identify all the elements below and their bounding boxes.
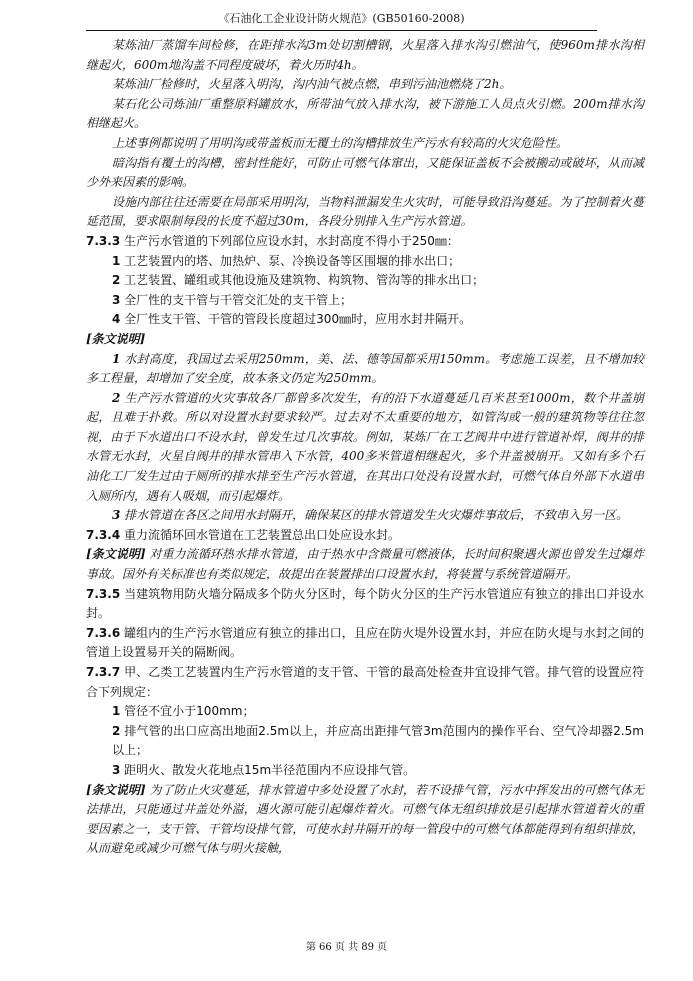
paragraph-text: 生产污水管道的下列部位应设水封，水封高度不得小于250㎜： (120, 233, 459, 248)
paragraph-text: 工艺装置内的塔、加热炉、泵、冷换设备等区围堰的排水出口； (120, 253, 461, 268)
clause-number: 3 (112, 508, 121, 523)
clause-number: 1 (112, 351, 121, 366)
paragraph-text: 某炼油厂蒸馏车间检修，在距排水沟3m处切割槽钢，火星落入排水沟引燃油气，使960m排水沟相继起火，600m地沟盖不同程度破坏，着火历时4h。 (86, 38, 644, 72)
paragraph-text: 距明火、散发火花地点15m半径范围内不应设排气管。 (120, 762, 416, 777)
paragraph-text: 排气管的出口应高出地面2.5m以上，并应高出距排气管3m范围内的操作平台、空气冷却器2.5m以上； (112, 723, 644, 758)
paragraph (86, 781, 644, 859)
clause-number: 7.3.4 (86, 527, 121, 542)
clause-number: 4 (112, 312, 121, 327)
clause-number: 7.3.7 (86, 665, 121, 679)
paragraph (86, 95, 644, 134)
clause-number: 2 (112, 390, 121, 405)
paragraph (86, 350, 644, 389)
paragraph-text: 管径不宜小于100mm； (120, 704, 255, 719)
paragraph (86, 291, 644, 311)
paragraph (86, 389, 644, 507)
paragraph-text: 对重力流循环热水排水管道，由于热水中含微量可燃液体，长时间积聚遇火源也曾发生过爆炸事故。国外有关标准也有类似规定，故提出在装置排出口设置水封，将装置与系统管道隔开。 (86, 547, 644, 582)
paragraph (86, 585, 644, 624)
paragraph-text: 排水管道在各区之间用水封隔开，确保某区的排水管道发生火灾爆炸事故后，不致串入另一区。 (120, 508, 629, 523)
clause-number: 3 (112, 762, 121, 777)
paragraph (86, 722, 644, 761)
paragraph-text: 暗沟指有覆土的沟槽，密封性能好，可防止可燃气体窜出，又能保证盖板不会被搬动或破坏，从而减少外来因素的影响。 (86, 155, 644, 190)
paragraph (86, 761, 644, 781)
paragraph (86, 702, 644, 722)
paragraph-text: 罐组内的生产污水管道应有独立的排出口，且应在防火堤外设置水封，并应在防火堤与水封之间的管道上设置易开关的隔断阀。 (86, 625, 644, 660)
header-title: 《石油化工企业设计防火规范》(GB50160-2008) (218, 12, 465, 25)
paragraph (86, 330, 644, 350)
paragraph-text: 全厂性支干管、干管的管段长度超过300㎜时，应用水封井隔开。 (120, 312, 472, 327)
page-header (86, 8, 597, 31)
clause-number: 3 (112, 292, 121, 307)
clause-number: 7.3.5 (86, 586, 121, 601)
paragraph-text: 某石化公司炼油厂重整原料罐放水，所带油气放入排水沟，被下游施工人员点火引燃。200m排水沟相继起火。 (86, 96, 644, 131)
paragraph (86, 134, 644, 154)
clause-note-label: [条文说明] (86, 331, 146, 346)
page-number: 第 66 页 共 89 页 (305, 942, 388, 953)
paragraph (86, 193, 644, 232)
document-body (86, 36, 644, 859)
page-footer (0, 938, 693, 953)
paragraph-text: 水封高度，我国过去采用250mm，美、法、德等国都采用150mm。考虑施工误差，且不增加较多工程量，却增加了安全度，故本条文仍定为250mm。 (86, 351, 644, 386)
paragraph (86, 506, 644, 526)
clause-number: 2 (112, 273, 121, 288)
paragraph-text: 工艺装置、罐组或其他设施及建筑物、构筑物、管沟等的排水出口； (120, 273, 485, 288)
paragraph-text: 全厂性的支干管与干管交汇处的支干管上； (120, 292, 353, 307)
clause-number: 1 (112, 704, 121, 719)
clause-note-label: [条文说明] (86, 547, 146, 562)
paragraph-text: 重力流循环回水管道在工艺装置总出口处应设水封。 (120, 527, 400, 542)
paragraph (86, 36, 644, 75)
clause-number: 1 (112, 253, 121, 268)
clause-number: 2 (112, 723, 121, 738)
paragraph (86, 545, 644, 584)
paragraph (86, 271, 644, 291)
clause-note-label: [条文说明] (86, 782, 146, 797)
paragraph-text: 某炼油厂检修时，火星落入明沟，沟内油气被点燃，串到污油池燃烧了2h。 (112, 77, 512, 92)
paragraph-text: 上述事例都说明了用明沟或带盖板而无覆土的沟槽排放生产污水有较高的火灾危险性。 (112, 135, 569, 150)
clause-number: 7.3.6 (86, 625, 121, 640)
paragraph-text: 设施内部往往还需要在局部采用明沟，当物料泄漏发生火灾时，可能导致沿沟蔓延。为了控制着火蔓延范围，要求限制每段的长度不超过30m，各段分别排入生产污水管道。 (86, 194, 644, 229)
paragraph-text: 当建筑物用防火墙分隔成多个防火分区时，每个防火分区的生产污水管道应有独立的排出口并设水封。 (86, 586, 644, 621)
paragraph (86, 526, 644, 546)
paragraph (86, 624, 644, 663)
paragraph (86, 154, 644, 193)
paragraph (86, 75, 644, 95)
clause-number: 7.3.3 (86, 233, 121, 248)
paragraph-text: 甲、乙类工艺装置内生产污水管道的支干管、干管的最高处检查井宜设排气管。排气管的设置应符合下列规定： (86, 665, 644, 699)
paragraph (86, 232, 644, 252)
paragraph (86, 252, 644, 272)
paragraph-text: 生产污水管道的火灾事故各厂都曾多次发生，有的沿下水道蔓延几百米甚至1000m，数个井盖崩起，且难于扑救。所以对设置水封要求较严。过去对不太重要的地方，如管沟或一般的建筑物等往往忽视，由于下水道出口不设水封，曾发生过几次事故。例如，某炼厂在工艺阀井中进行管道补焊，阀井的排水管无水封，火星自阀井的排水管串入下水管，400多米管道相继起火，多个井盖被崩开。又如有多个石油化工厂发生过由于厕所的排水排至生产污水管道，在其出口处没有设置水封，可燃气体自外部下水道串入厕所内，遇有人吸烟，而引起爆炸。 (86, 390, 644, 503)
paragraph (86, 310, 644, 330)
paragraph (86, 663, 644, 702)
paragraph-text: 为了防止火灾蔓延，排水管道中多处设置了水封，若不设排气管，污水中挥发出的可燃气体无法排出，只能通过井盖处外溢，遇火源可能引起爆炸着火。可燃气体无组织排放是引起排水管道着火的重要因素之一，支干管、干管均设排气管，可使水封井隔开的每一管段中的可燃气体都能得到有组织排放，从而避免或减少可燃气体与明火接触， (86, 782, 644, 856)
